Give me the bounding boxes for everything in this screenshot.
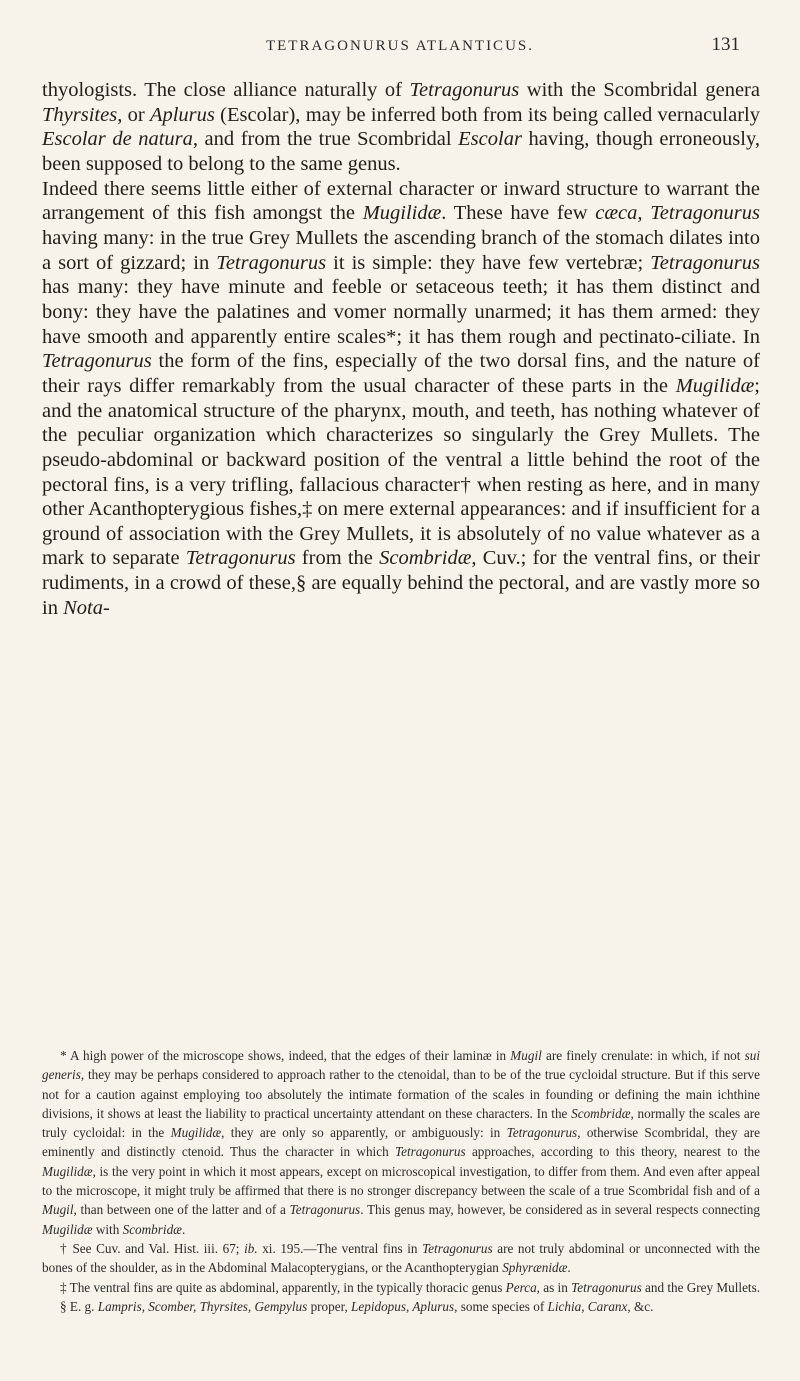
italic-run: Lichia, Caranx	[547, 1298, 628, 1314]
text-run: , normally the scales are truly cycloidal: in the	[42, 1105, 761, 1141]
text-run: are not truly abdominal or unconnected with the bones of the shoulder, as in the Abdominal Malacopterygians, or the Acanthopterygian	[42, 1240, 760, 1276]
footnotes	[42, 1046, 760, 1316]
italic-run: Tetragonurus	[650, 202, 760, 225]
text-run: and the Grey Mullets.	[641, 1279, 761, 1295]
text-run: , otherwise Scombridal, they are eminently and distinctly ctenoid. Thus the character in which	[42, 1125, 761, 1160]
italic-run: Mugilidæ	[42, 1163, 93, 1179]
text-run: † See Cuv. and Val. Hist. iii. 67;	[60, 1240, 245, 1256]
text-run: has many: they have minute and feeble or setaceous teeth; it has them distinct and bony: they have the palatines and vomer normally unarmed; it has them armed: they have smooth and apparently entire scales*; it has them rough and pectinato-ciliate. In	[42, 276, 760, 348]
italic-run: Mugil	[42, 1202, 74, 1218]
text-run: proper,	[307, 1298, 352, 1314]
text-run: .	[567, 1260, 571, 1276]
text-run: , or	[117, 103, 150, 126]
text-run: , Cuv.; for the ventral fins, or their rudiments, in a crowd of these,§ are equally behind the pectoral, and are vastly more so in	[42, 547, 760, 619]
italic-run: Tetragonurus	[422, 1240, 493, 1256]
italic-run: Tetragonurus	[42, 350, 152, 373]
italic-run: Lampris, Scomber, Thyrsites, Gempylus	[97, 1298, 308, 1314]
text-run: , they are only so apparently, or ambiguously: in	[221, 1125, 507, 1141]
text-run: ; and the anatomical structure of the pharynx, mouth, and teeth, has nothing whatever of the peculiar organization which characterizes so singularly the Grey Mullets. The pseudo-abdominal or backward position of the ventral a little behind the root of the pectoral fins, is a very trifling, fallacious character† when resting as here, and in many other Acanthopterygious fishes,‡ on mere external appearances: and if insufficient for a ground of association with the Grey Mullets, it is absolutely of no value whatever as a mark to separate	[42, 374, 761, 570]
text-run: * A high power of the microscope shows, indeed, that the edges of their laminæ in	[60, 1048, 511, 1063]
footnote-dagger	[42, 1239, 760, 1278]
italic-run: Mugilidæ	[362, 202, 442, 225]
italic-run: Sphyrænidæ	[502, 1260, 568, 1276]
text-run: are finely crenulate: in which, if not	[541, 1048, 745, 1063]
italic-run: Mugil	[510, 1048, 542, 1063]
italic-run: sui generis	[42, 1048, 760, 1083]
italic-run: Thyrsites	[42, 103, 118, 126]
text-run: thyologists. The close alliance naturally of	[42, 79, 410, 101]
italic-run: cæca	[595, 202, 638, 225]
italic-run: Mugilidæ	[42, 1221, 93, 1237]
text-run: , and from the true Scombridal	[192, 128, 459, 151]
italic-run: Tetragonurus	[216, 251, 327, 274]
footnote-section	[42, 1297, 760, 1316]
footnote-asterisk	[42, 1046, 760, 1239]
italic-run: Scombridæ	[571, 1105, 631, 1121]
text-run: with the Scombridal genera	[519, 79, 760, 101]
text-run: having, though erroneously, been supposed to belong to the same genus.	[42, 128, 760, 175]
text-run: , &c.	[627, 1298, 654, 1314]
italic-run: Escolar	[458, 128, 522, 151]
italic-run: Tetragonurus	[409, 79, 520, 101]
text-run: , some species of	[454, 1298, 548, 1314]
text-run: , they may be perhaps considered to approach rather to the ctenoidal, than to be of the true cycloidal structure. But if this serve not for a caution against employing too absolutely the intimate formation of the scales in founding or defining the main ichthine divisions, it shows at least the liability to practical uncertainty attendant on these characters. In the	[42, 1067, 760, 1121]
italic-run: Mugilidæ	[170, 1125, 222, 1141]
paragraph-structure	[42, 177, 760, 621]
text-run: (Escolar), may be inferred both from its being called vernacularly	[214, 103, 761, 126]
text-run: approaches, according to this theory, nearest to the	[465, 1144, 760, 1160]
text-run: , than between one of the latter and of a	[73, 1202, 290, 1218]
footnote-double-dagger	[42, 1278, 760, 1297]
italic-run: Aplurus	[149, 103, 215, 126]
italic-run: Nota-	[63, 596, 110, 619]
italic-run: Tetragonurus	[506, 1125, 578, 1141]
italic-run: Tetragonurus	[185, 547, 296, 570]
page-header	[0, 30, 800, 60]
text-run: with	[92, 1221, 123, 1237]
italic-run: Scombridæ	[379, 547, 472, 570]
italic-run: Tetragonurus	[571, 1279, 642, 1295]
text-run: , is the very point in which it most appears, except on microscopical investigation, to differ from them. And even after appeal to the microscope, it might truly be affirmed that there is no stronger discrepancy between the scale of a true Scombridal fish and of a	[42, 1163, 760, 1199]
italic-run: Tetragonurus	[395, 1144, 466, 1160]
italic-run: Scombridæ	[122, 1221, 182, 1237]
text-run: from the	[295, 547, 380, 570]
text-run: Indeed there seems little either of external character or inward structure to warrant the arrangement of this fish amongst the	[42, 177, 760, 225]
italic-run: Perca	[505, 1279, 537, 1295]
italic-run: Mugilidæ	[675, 374, 755, 397]
text-run: . These have few	[441, 202, 596, 225]
italic-run: ib.	[244, 1240, 258, 1256]
italic-run: Tetragonurus	[650, 251, 761, 274]
text-run: xi. 195.—The ventral fins in	[257, 1240, 423, 1256]
text-run: having many: in the true Grey Mullets the ascending branch of the stomach dilates into a sort of gizzard; in	[42, 226, 760, 274]
text-run: . This genus may, however, be considered as in several respects connecting	[360, 1202, 760, 1218]
text-run: § E. g.	[60, 1298, 98, 1314]
italic-run: Tetragonurus	[289, 1202, 361, 1218]
text-run: it is simple: they have few vertebræ;	[326, 251, 651, 274]
text-run: ‡ The ventral fins are quite as abdominal, apparently, in the typically thoracic genus	[60, 1279, 506, 1295]
text-run: .	[181, 1221, 186, 1237]
italic-run: Lepidopus, Aplurus	[351, 1298, 455, 1314]
page-number: 131	[711, 34, 740, 55]
italic-run: Escolar de natura	[42, 128, 193, 151]
text-run: ,	[637, 202, 651, 225]
text-run: , as in	[536, 1279, 572, 1295]
running-title: TETRAGONURUS ATLANTICUS.	[265, 38, 534, 54]
paragraph-continuation	[42, 78, 760, 177]
text-run: the form of the fins, especially of the two dorsal fins, and the nature of their rays differ remarkably from the usual character of these parts in the	[42, 350, 760, 397]
main-text	[42, 78, 760, 620]
